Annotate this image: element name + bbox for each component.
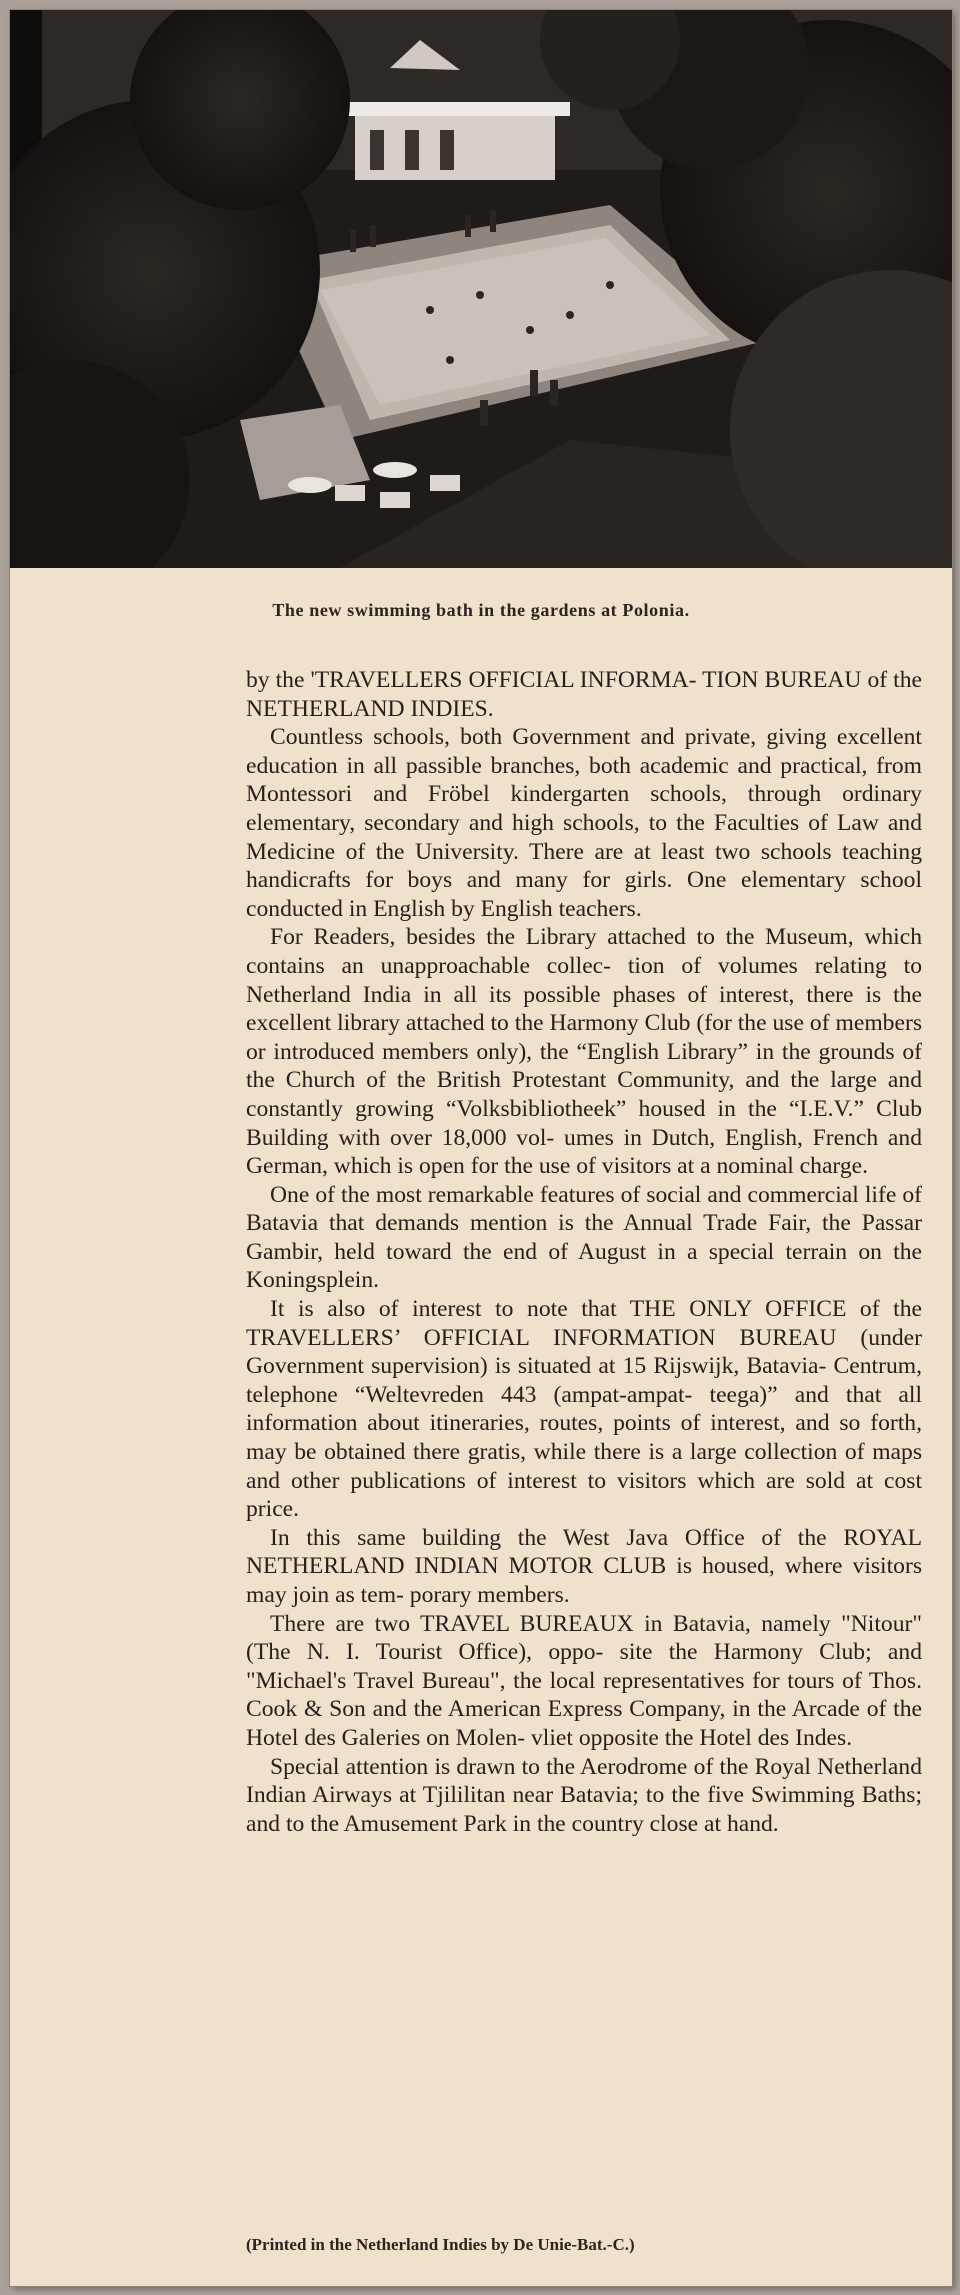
paragraph-intro: by the 'TRAVELLERS OFFICIAL INFORMA- TION BUREAU of the NETHERLAND INDIES.	[246, 667, 922, 722]
paragraph-schools: Countless schools, both Government and private, giving excellent education in all passible branches, both academic and practical, from Montessori and Fröbel kindergarten schools, through ordinary elementary, secondary and high schools, to the Faculties of Law and Medicine of the University. There are at least two schools teaching handicrafts for boys and many for girls. One elementary school conducted in English by English teachers.	[246, 724, 922, 922]
paragraph-motor-club: In this same building the West Java Office of the ROYAL NETHERLAND INDIAN MOTOR CLUB is housed, where visitors may join as tem- porary members.	[246, 1524, 922, 1608]
article-body	[246, 666, 922, 1838]
swimming-bath-photo	[10, 10, 952, 568]
pavilion-building	[355, 110, 555, 180]
photo-caption: The new swimming bath in the gardens at Polonia.	[272, 600, 690, 620]
paragraph-special-attention: Special attention is drawn to the Aerodrome of the Royal Netherland Indian Airways at Tjililitan near Batavia; to the five Swimming Baths; and to the Amusement Park in the country close at hand.	[246, 1753, 922, 1837]
photo-illustration	[10, 10, 952, 568]
paragraph-trade-fair: One of the most remarkable features of social and commercial life of Batavia that demands mention is the Annual Trade Fair, the Passar Gambir, held toward the end of August in a special terrain on the Koningsplein.	[246, 1181, 922, 1294]
paragraph-readers: For Readers, besides the Library attached to the Museum, which contains an unapproachable collec- tion of volumes relating to Netherland India in all its possible phases of interest, there is the excellent library attached to the Harmony Club (for the use of members or introduced members only), the “English Library” in the grounds of the Church of the British Protestant Community, and the large and constantly growing “Volksbibliotheek” housed in the “I.E.V.” Club Building with over 18,000 vol- umes in Dutch, English, French and German, which is open for the use of visitors at a nominal charge.	[246, 924, 922, 1180]
printer-imprint: (Printed in the Netherland Indies by De Unie-Bat.-C.)	[246, 2235, 635, 2254]
paragraph-information-bureau: It is also of interest to note that THE ONLY OFFICE of the TRAVELLERS’ OFFICIAL INFORMATION BUREAU (under Government supervision) is situated at 15 Rijswijk, Batavia- Centrum, telephone “Weltevreden 443 (ampat-ampat- teega)” and that all information about itineraries, routes, points of interest, and so forth, may be obtained there gratis, while there is a large collection of maps and other publications of interest to visitors which are sold at cost price.	[246, 1296, 922, 1523]
brochure-page	[10, 10, 952, 2286]
paragraph-travel-bureaux: There are two TRAVEL BUREAUX in Batavia, namely "Nitour" (The N. I. Tourist Office), oppo- site the Harmony Club; and "Michael's Travel Bureau", the local representatives for tours of Thos. Cook & Son and the American Express Company, in the Arcade of the Hotel des Galeries on Molen- vliet opposite the Hotel des Indes.	[246, 1610, 922, 1751]
